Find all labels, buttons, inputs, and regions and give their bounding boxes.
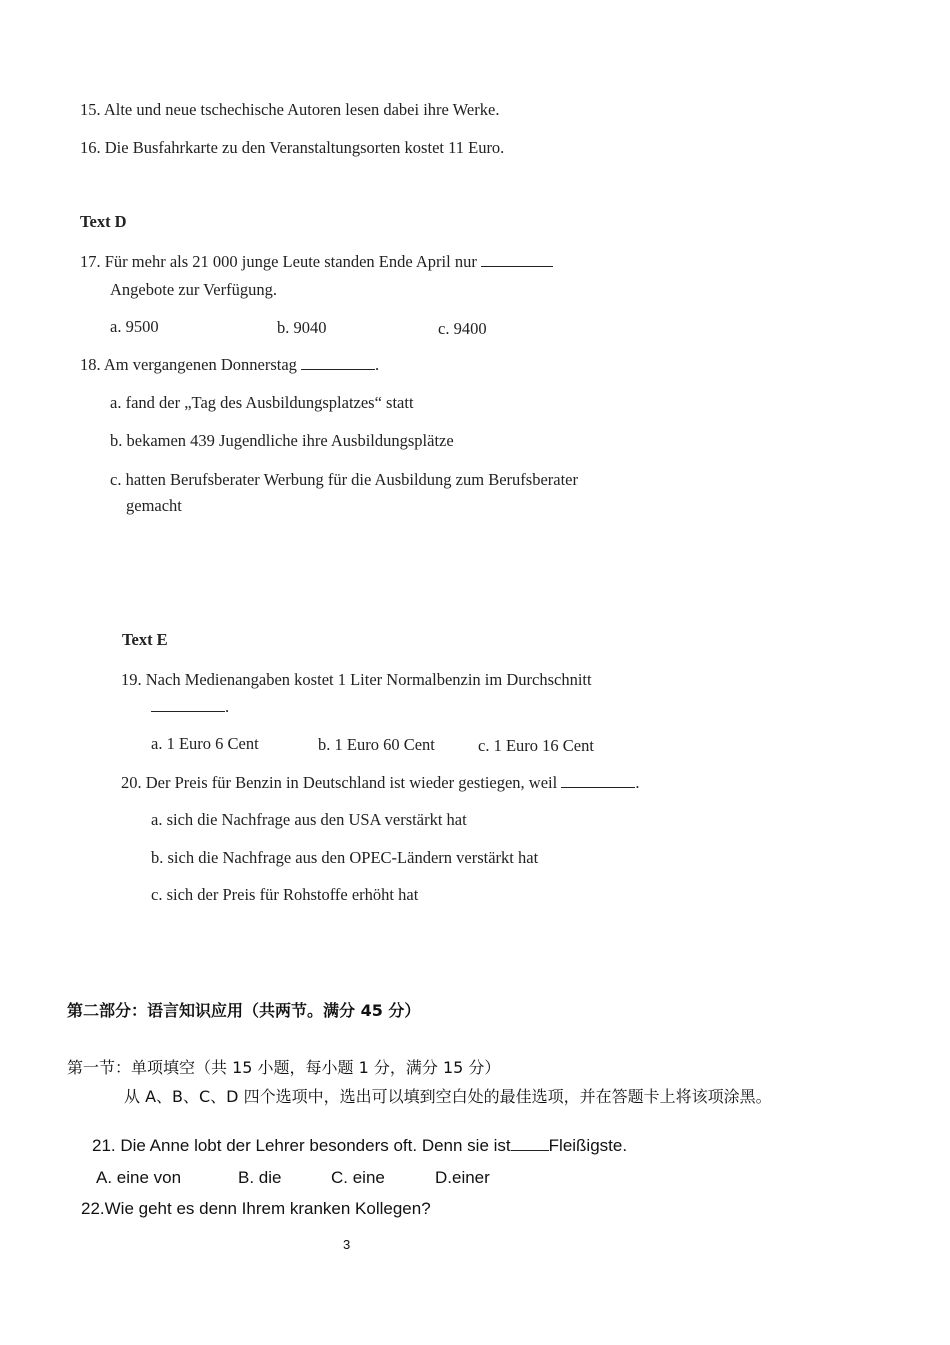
- text-d-heading: Text D: [80, 212, 127, 231]
- question-number: 17.: [80, 252, 101, 271]
- question-end: .: [375, 355, 380, 374]
- option-19a: a. 1 Euro 6 Cent: [151, 734, 259, 753]
- question-number: 16.: [80, 138, 101, 157]
- section1-instruction: 从 A、B、C、D 四个选项中，选出可以填到空白处的最佳选项，并在答题卡上将该项涂黑。: [124, 1087, 772, 1106]
- option-20b: b. sich die Nachfrage aus den OPEC-Ländern verstärkt hat: [151, 848, 539, 867]
- option-21d: D.einer: [435, 1168, 490, 1187]
- option-18b: b. bekamen 439 Jugendliche ihre Ausbildungsplätze: [110, 431, 454, 450]
- question-18: [80, 355, 379, 375]
- answer-blank: [151, 710, 225, 712]
- option-21a: A. eine von: [96, 1168, 182, 1187]
- option-17c: c. 9400: [438, 319, 487, 338]
- question-text: Am vergangenen Donnerstag: [103, 355, 297, 374]
- question-number: 19.: [121, 670, 142, 689]
- question-end: .: [635, 773, 640, 792]
- option-17b: b. 9040: [277, 318, 327, 337]
- option-18c-line2: gemacht: [126, 496, 182, 515]
- option-20a: a. sich die Nachfrage aus den USA verstärkt hat: [151, 810, 467, 829]
- question-17-line1: [80, 252, 553, 272]
- question-15: [80, 100, 499, 120]
- question-number: 20.: [121, 773, 142, 792]
- question-text: Die Busfahrkarte zu den Veranstaltungsorten kostet 11 Euro.: [104, 138, 505, 157]
- answer-blank: [301, 368, 375, 370]
- option-18c-line1: c. hatten Berufsberater Werbung für die Ausbildung zum Berufsberater: [110, 470, 579, 489]
- text-e-heading: Text E: [122, 630, 168, 649]
- question-text: 21. Die Anne lobt der Lehrer besonders oft. Denn sie ist: [92, 1136, 511, 1155]
- answer-blank: [561, 786, 635, 788]
- question-number: 15.: [80, 100, 101, 119]
- question-text-end: Fleißigste.: [548, 1136, 628, 1155]
- option-19b: b. 1 Euro 60 Cent: [318, 735, 435, 754]
- question-17-line2: Angebote zur Verfügung.: [110, 280, 277, 299]
- question-text: Der Preis für Benzin in Deutschland ist wieder gestiegen, weil: [145, 773, 558, 792]
- option-21b: B. die: [238, 1168, 282, 1187]
- question-19-line2: [151, 697, 229, 717]
- question-21: [92, 1136, 627, 1156]
- option-18a: a. fand der „Tag des Ausbildungsplatzes“ statt: [110, 393, 414, 412]
- question-19-line1: [121, 670, 592, 690]
- page-number: 3: [343, 1237, 351, 1252]
- part2-title: 第二部分：语言知识应用（共两节。满分 45 分）: [67, 1001, 421, 1020]
- option-21c: C. eine: [331, 1168, 385, 1187]
- option-20c: c. sich der Preis für Rohstoffe erhöht hat: [151, 885, 419, 904]
- question-text: Nach Medienangaben kostet 1 Liter Normalbenzin im Durchschnitt: [145, 670, 592, 689]
- question-end: .: [225, 697, 230, 716]
- question-text: Für mehr als 21 000 junge Leute standen Ende April nur: [104, 252, 477, 271]
- option-19c: c. 1 Euro 16 Cent: [478, 736, 594, 755]
- question-22: 22.Wie geht es denn Ihrem kranken Kollegen?: [81, 1199, 431, 1218]
- question-text: Alte und neue tschechische Autoren lesen dabei ihre Werke.: [103, 100, 500, 119]
- question-16: [80, 138, 504, 158]
- section1-title: 第一节：单项填空（共 15 小题，每小题 1 分，满分 15 分）: [67, 1058, 501, 1077]
- option-17a: a. 9500: [110, 317, 159, 336]
- question-20: [121, 773, 639, 793]
- answer-blank: [481, 265, 553, 267]
- answer-blank: [511, 1149, 549, 1151]
- question-number: 18.: [80, 355, 101, 374]
